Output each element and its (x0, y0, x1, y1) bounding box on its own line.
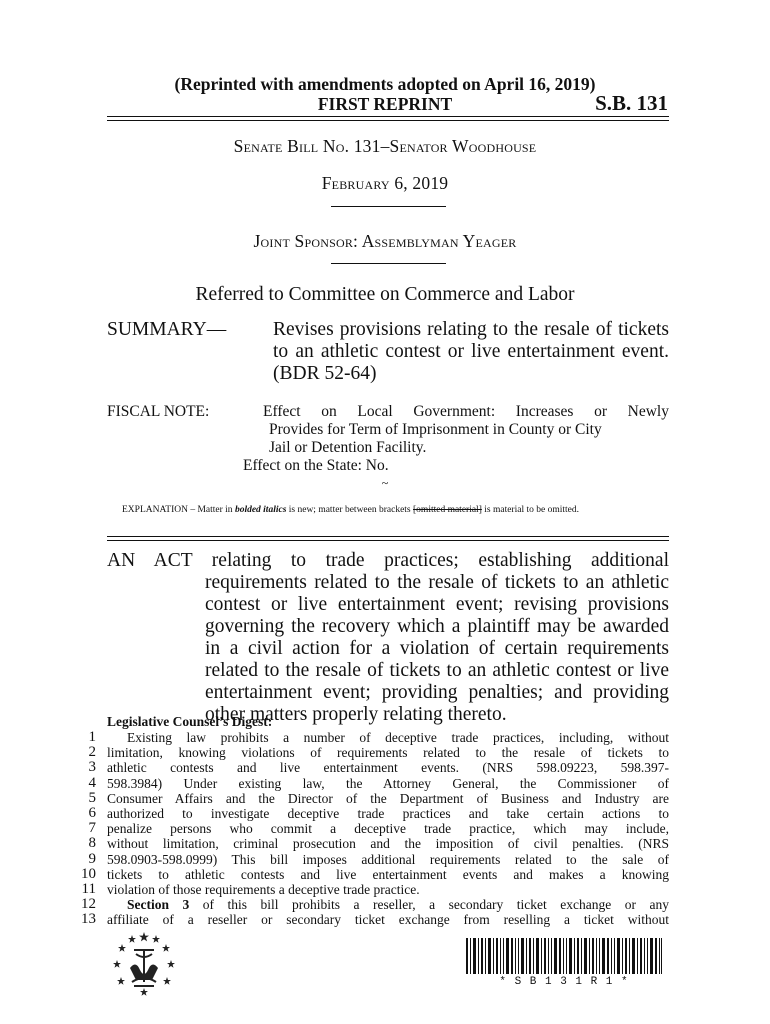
digest-heading: Legislative Counsel’s Digest: (107, 714, 273, 729)
digest-line: tickets to athletic contests and live entertainment events and makes a knowing (107, 866, 669, 882)
digest-line: authorized to investigate deceptive trade practices and take certain actions to (107, 805, 669, 821)
separator-rule (331, 263, 446, 264)
digest-line-text: of this bill prohibits a reseller, a secondary ticket exchange or any (202, 897, 670, 913)
line-number: 5 (88, 789, 96, 806)
digest-line-section (107, 897, 669, 912)
explanation-rule-top (107, 536, 669, 537)
explanation-struck: [omitted material] (413, 505, 482, 515)
fiscal-note-line: Provides for Term of Imprisonment in County or City (269, 421, 602, 438)
act-text: requirements related to the resale of tickets to an athletic contest or live entertainment event; revising provisions governing the recovery which a plaintiff may be awarded in a civil action for a violation of certain requirements related to the resale of tickets to an athletic contest or live entertainment event; providing penalties; and providing other matters properly relating thereto. (205, 572, 669, 725)
digest-line: athletic contests and live entertainment events. (NRS 598.09223, 598.397- (107, 760, 669, 776)
line-number: 4 (88, 774, 96, 791)
barcode-icon (466, 938, 662, 974)
digest-line: 598.0903-598.0999) This bill imposes additional requirements related to the sale of (107, 851, 669, 867)
reprint-note: (Reprinted with amendments adopted on April 16, 2019) (174, 74, 596, 94)
digest-line: limitation, knowing violations of requirements related to the resale of tickets to (107, 745, 669, 761)
line-number: 6 (88, 804, 96, 821)
fiscal-note-block (107, 403, 669, 475)
header-rule-bottom (107, 120, 669, 121)
explanation-suffix: is material to be omitted. (481, 505, 579, 515)
summary-block (107, 319, 669, 385)
line-number: 1 (88, 729, 96, 745)
summary-text: Revises provisions relating to the resale of tickets to an athletic contest or live entertainment event. (BDR 52-64) (273, 319, 669, 384)
referred-to-committee: Referred to Committee on Commerce and Labor (195, 284, 575, 305)
line-number: 3 (88, 759, 96, 776)
digest-line: affiliate of a reseller or secondary ticket exchange from reselling a ticket without (107, 912, 669, 928)
header-rule-top (107, 116, 669, 117)
fiscal-note-line: Effect on the State: No. (243, 457, 389, 474)
joint-sponsor: Joint Sponsor: Assemblyman Yeager (253, 231, 517, 251)
fiscal-note-label: FISCAL NOTE: (107, 403, 210, 420)
explanation-note (122, 505, 579, 515)
digest-line: without limitation, criminal prosecution and the imposition of civil penalties. (NRS (107, 836, 669, 852)
explanation-prefix: EXPLANATION – Matter in (122, 505, 235, 515)
fiscal-note-line: Effect on Local Government: Increases or Newly (263, 403, 669, 420)
separator-rule (331, 206, 446, 207)
state-seal-icon (112, 930, 176, 998)
line-number: 8 (88, 835, 96, 852)
explanation-middle: is new; matter between brackets (286, 505, 414, 515)
digest-line: Consumer Affairs and the Director of the Department of Business and Industry are (107, 790, 669, 806)
bill-title-line: Senate Bill No. 131–Senator Woodhouse (233, 136, 537, 156)
line-number: 7 (88, 820, 96, 837)
summary-label: SUMMARY— (107, 319, 227, 340)
digest-line: 598.3984) Under existing law, the Attorney General, the Commissioner of (107, 775, 669, 791)
line-number: 12 (81, 896, 96, 913)
section-label: Section 3 (127, 897, 190, 913)
line-number: 9 (88, 850, 96, 867)
digest-line: Existing law prohibits a number of deceptive trade practices, including, without (127, 730, 669, 745)
explanation-bold-italic: bolded italics (234, 505, 287, 515)
digest-line: violation of those requirements a deceptive trade practice. (107, 881, 420, 897)
bill-id: S.B. 131 (595, 91, 668, 115)
line-numbers (70, 730, 96, 927)
fiscal-note-line: Jail or Detention Facility. (269, 439, 427, 456)
act-block (107, 550, 669, 726)
digest-body (107, 730, 669, 927)
tilde-separator: ~ (381, 476, 389, 490)
line-number: 2 (88, 744, 96, 761)
line-number: 13 (81, 911, 96, 928)
barcode-text: * S B 1 3 1 R 1 * (499, 976, 629, 988)
line-number: 11 (81, 880, 96, 897)
explanation-rule-bottom (107, 540, 669, 541)
line-number: 10 (81, 865, 96, 882)
bill-date: February 6, 2019 (321, 173, 449, 193)
act-first-line: AN ACT relating to trade practices; establishing additional (107, 550, 669, 571)
first-reprint-label: FIRST REPRINT (317, 94, 453, 114)
digest-line: penalize persons who commit a deceptive trade practice, which may include, (107, 821, 669, 837)
